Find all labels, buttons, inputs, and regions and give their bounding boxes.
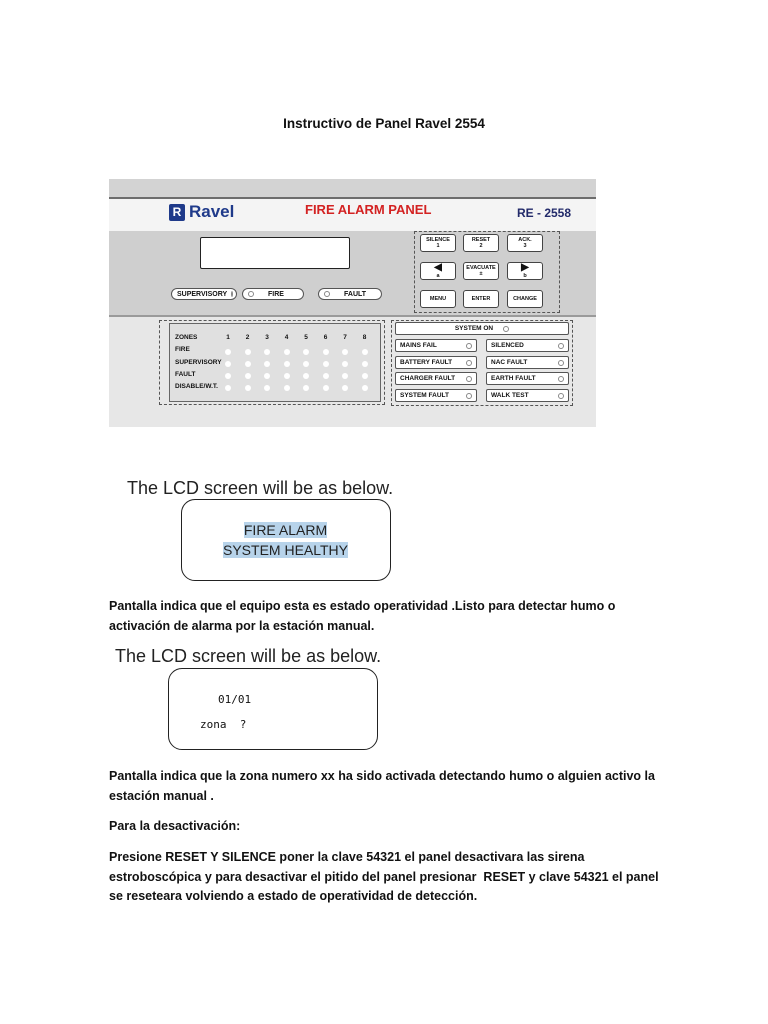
led-icon [248, 291, 254, 297]
zone-number: 8 [362, 334, 367, 341]
zone-row-label: DISABLE/W.T. [175, 383, 218, 390]
key-label: EVACUATE [466, 265, 496, 271]
led-icon [558, 343, 564, 349]
brand-name: Ravel [189, 202, 235, 221]
led-icon [558, 360, 564, 366]
key-label: CHANGE [513, 296, 537, 302]
change-key [507, 290, 543, 308]
key-number: 3 [523, 243, 527, 249]
zone-led-icon [264, 385, 270, 391]
zone-led-icon [323, 373, 329, 379]
indicator-label: SUPERVISORY [177, 290, 228, 298]
zone-led-icon [264, 373, 270, 379]
ravel-logo [169, 200, 234, 224]
zone-led-icon [225, 349, 231, 355]
ack-key [507, 234, 543, 252]
lcd-example-zone [168, 668, 378, 750]
status-label: SILENCED [491, 342, 524, 349]
key-label: ACK. [518, 237, 532, 243]
zone-led-icon [362, 385, 368, 391]
zone-led-icon [323, 361, 329, 367]
zone-led-icon [264, 349, 270, 355]
enter-key [463, 290, 499, 308]
zone-number: 7 [343, 334, 347, 341]
supervisory-indicator [171, 288, 237, 300]
zone-number: 1 [226, 334, 230, 341]
key-label: RESET [471, 237, 491, 243]
evacuate-key [463, 262, 499, 280]
system-fault-indicator [395, 389, 477, 402]
zone-led-icon [303, 361, 309, 367]
led-icon [466, 376, 472, 382]
status-label: SYSTEM ON [454, 325, 494, 332]
zone-led-icon [303, 349, 309, 355]
zone-number: 4 [284, 334, 289, 341]
charger-fault-indicator [395, 372, 477, 385]
zone-row-label: SUPERVISORY [175, 359, 222, 366]
status-label: NAC FAULT [491, 359, 528, 366]
zone-number: 3 [265, 334, 269, 341]
panel-lcd [200, 237, 350, 269]
zone-led-icon [284, 373, 290, 379]
lcd-caption-1: The LCD screen will be as below. [127, 478, 394, 498]
key-number: 1 [436, 243, 440, 249]
indicator-label: FIRE [268, 290, 284, 298]
zone-led-icon [362, 361, 368, 367]
zone-led-icon [245, 385, 251, 391]
led-icon [558, 376, 564, 382]
led-icon [558, 393, 564, 399]
zone-led-icon [323, 385, 329, 391]
key-number: a [436, 273, 440, 279]
lcd-line [182, 522, 389, 540]
battery-fault-indicator [395, 356, 477, 369]
led-icon [324, 291, 330, 297]
paragraph-deactivation-steps: Presione RESET Y SILENCE poner la clave 54321 el panel desactivara las sirena estroboscópica y para desactivar el pitido del panel presionar RESET y clave 54321 el panel se reseteara volviendo a estado de operatividad de detección. [109, 850, 663, 903]
mains-fail-indicator [395, 339, 477, 352]
system-on-indicator [395, 322, 569, 335]
zone-led-icon [303, 373, 309, 379]
zone-number: 6 [323, 334, 328, 341]
status-label: BATTERY FAULT [400, 359, 453, 366]
zone-led-icon [303, 385, 309, 391]
lcd-text: SYSTEM HEALTHY [223, 542, 348, 558]
document-title: Instructivo de Panel Ravel 2554 [283, 116, 485, 131]
led-icon [231, 291, 233, 297]
right-arrow-key [507, 262, 543, 280]
zone-led-icon [225, 385, 231, 391]
lcd-zone-counter: 01/01 [218, 693, 252, 706]
lcd-line [182, 542, 389, 560]
key-label: ENTER [471, 296, 491, 302]
silenced-indicator [486, 339, 569, 352]
zone-led-icon [323, 349, 329, 355]
zone-led-icon [225, 361, 231, 367]
zone-led-icon [284, 361, 290, 367]
fire-indicator [242, 288, 304, 300]
status-label: MAINS FAIL [400, 342, 437, 349]
zones-header: ZONES [175, 334, 198, 341]
key-number: ± [479, 271, 483, 277]
key-label: SILENCE [426, 237, 450, 243]
fire-alarm-panel-image [109, 179, 596, 427]
zone-led-icon [245, 373, 251, 379]
fault-indicator [318, 288, 382, 300]
zone-led-icon [342, 361, 348, 367]
zone-led-icon [342, 349, 348, 355]
menu-key [420, 290, 456, 308]
lcd-zone-label: zona ? [200, 718, 247, 731]
status-label: WALK TEST [491, 392, 529, 399]
lcd-text: FIRE ALARM [243, 522, 328, 538]
paragraph-zone-activated: Pantalla indica que la zona numero xx ha sido activada detectando humo o alguien activo la estación manual . [109, 769, 655, 803]
led-icon [503, 326, 509, 332]
earth-fault-indicator [486, 372, 569, 385]
zone-led-icon [264, 361, 270, 367]
panel-model: RE - 2558 [517, 206, 572, 220]
panel-title: FIRE ALARM PANEL [305, 202, 432, 217]
left-arrow-icon: ◀ [434, 262, 442, 273]
panel-top-band [109, 179, 596, 197]
ravel-logo-icon: R [169, 204, 185, 221]
status-label: EARTH FAULT [491, 375, 536, 382]
zone-number: 5 [304, 334, 308, 341]
zone-led-icon [362, 373, 368, 379]
zone-row-label: FAULT [175, 371, 196, 378]
led-icon [466, 360, 472, 366]
zone-led-icon [284, 385, 290, 391]
status-label: CHARGER FAULT [400, 375, 456, 382]
zone-led-icon [342, 373, 348, 379]
zone-led-icon [245, 349, 251, 355]
led-icon [466, 393, 472, 399]
left-arrow-key [420, 262, 456, 280]
key-number: 2 [479, 243, 483, 249]
lcd-caption-2: The LCD screen will be as below. [115, 646, 382, 666]
key-label: MENU [429, 296, 447, 302]
reset-key [463, 234, 499, 252]
zone-led-icon [342, 385, 348, 391]
nac-fault-indicator [486, 356, 569, 369]
indicator-label: FAULT [344, 290, 367, 298]
led-icon [466, 343, 472, 349]
zone-led-icon [284, 349, 290, 355]
status-label: SYSTEM FAULT [400, 392, 449, 399]
zone-led-icon [362, 349, 368, 355]
paragraph-healthy: Pantalla indica que el equipo esta es estado operatividad .Listo para detectar humo o activación de alarma por la estación manual. [109, 599, 616, 633]
silence-key [420, 234, 456, 252]
zone-led-icon [225, 373, 231, 379]
zone-number: 2 [245, 334, 250, 341]
paragraph-deactivation-heading: Para la desactivación: [109, 819, 241, 833]
zone-row-label: FIRE [175, 346, 190, 353]
zone-led-icon [245, 361, 251, 367]
key-number: b [523, 273, 527, 279]
lcd-example-healthy [181, 499, 391, 581]
right-arrow-icon: ▶ [521, 262, 529, 273]
walk-test-indicator [486, 389, 569, 402]
